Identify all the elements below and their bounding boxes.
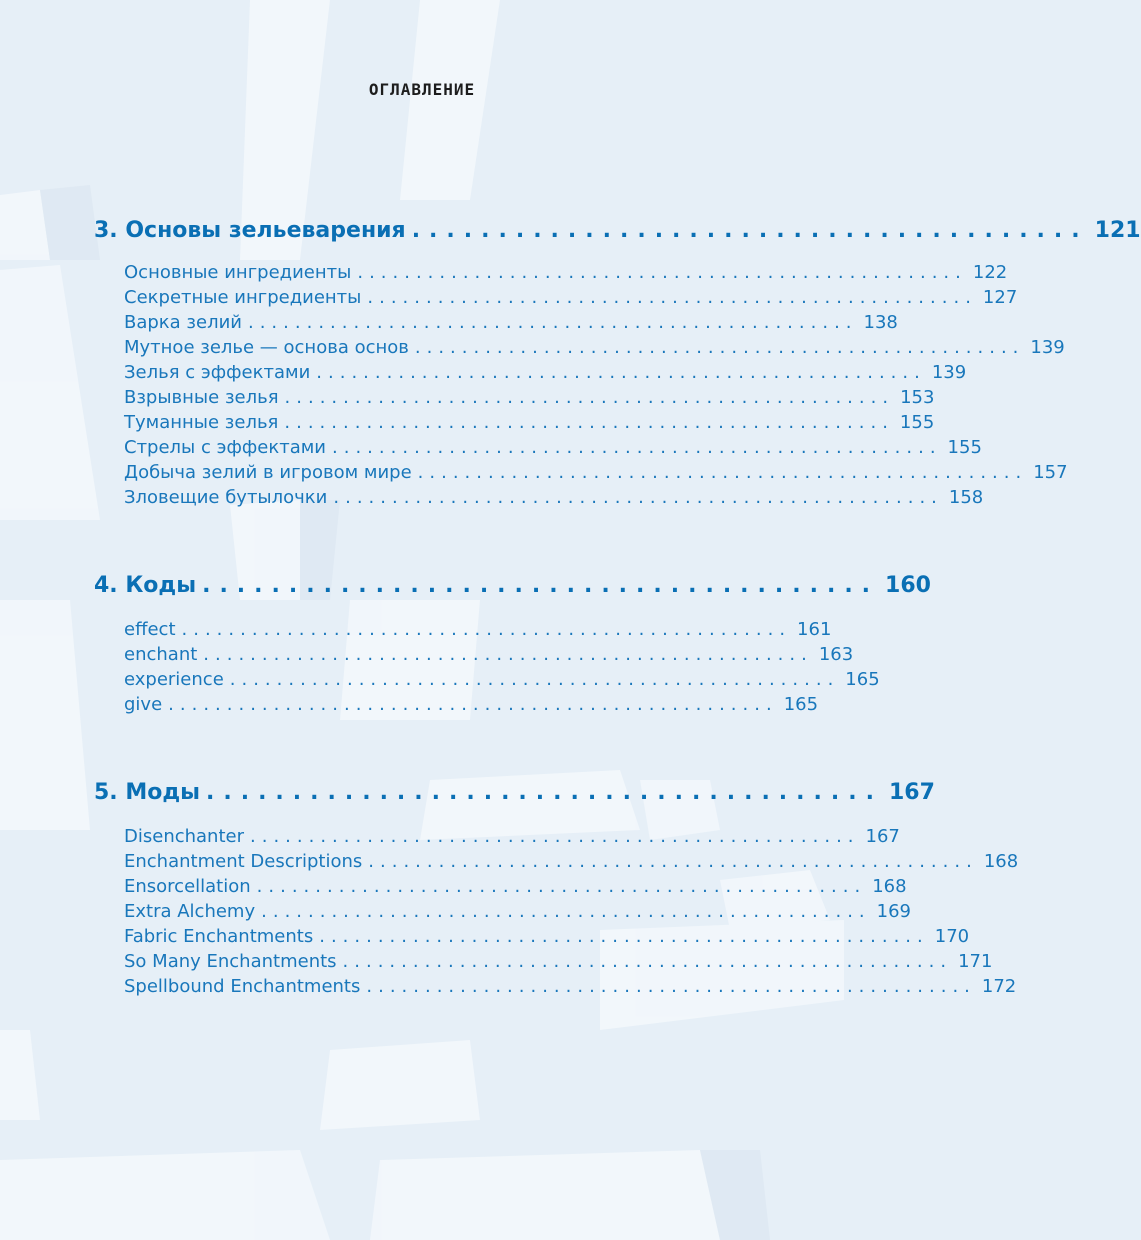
item-title: Ensorcellation: [124, 876, 251, 897]
item-title: Добыча зелий в игровом мире: [124, 462, 412, 483]
dot-leader: ....................................................: [367, 287, 977, 308]
item-title: enchant: [124, 644, 198, 665]
page-number: 139: [931, 362, 967, 383]
page-number: 161: [797, 619, 832, 640]
page-number: 127: [982, 287, 1018, 308]
item-title: Зелья с эффектами: [124, 362, 311, 383]
page-number: 165: [845, 669, 880, 690]
toc-item[interactable]: [124, 337, 1065, 362]
page-number: 168: [872, 876, 907, 897]
dot-leader: ....................................................: [316, 362, 926, 383]
page-number: 163: [818, 644, 854, 665]
page-number: 167: [865, 826, 900, 847]
item-title: Spellbound Enchantments: [124, 976, 361, 997]
toc-item[interactable]: [124, 487, 984, 512]
dot-leader: ....................................................: [203, 644, 813, 665]
toc-item[interactable]: [124, 462, 1068, 487]
page-number: 121: [1094, 218, 1141, 243]
page-number: 172: [981, 976, 1017, 997]
dot-leader: ....................................................: [256, 876, 867, 897]
toc-item[interactable]: [124, 901, 912, 926]
item-title: Мутное зелье — основа основ: [124, 337, 409, 358]
toc-item[interactable]: [124, 851, 1019, 876]
chapter-title: 4. Коды: [94, 573, 197, 598]
toc-item[interactable]: [124, 287, 1018, 312]
item-title: Стрелы с эффектами: [124, 437, 327, 458]
dot-leader: .......................................: [202, 573, 880, 598]
dot-leader: ....................................................: [414, 337, 1025, 358]
dot-leader: .......................................: [206, 780, 883, 805]
toc-item[interactable]: [124, 619, 832, 644]
page-number: 138: [863, 312, 898, 333]
page-number: 158: [948, 487, 984, 508]
item-title: So Many Enchantments: [124, 951, 337, 972]
page-number: 139: [1030, 337, 1065, 358]
page-number: 153: [900, 387, 935, 408]
page-title: ОГЛАВЛЕНИЕ: [368, 80, 476, 99]
dot-leader: ....................................................: [366, 976, 976, 997]
toc-item[interactable]: [124, 669, 880, 694]
toc-item[interactable]: [124, 362, 967, 387]
item-title: Enchantment Descriptions: [124, 851, 363, 872]
toc-item[interactable]: [124, 876, 907, 901]
dot-leader: ....................................................: [342, 951, 953, 972]
toc-item[interactable]: [124, 694, 819, 719]
toc-item[interactable]: [124, 926, 970, 951]
page-number: 160: [885, 573, 931, 598]
toc-item[interactable]: [124, 312, 898, 337]
toc-item[interactable]: [124, 262, 1008, 287]
page-number: 155: [899, 412, 935, 433]
dot-leader: ....................................................: [357, 262, 967, 283]
page-number: 167: [888, 780, 935, 805]
dot-leader: ....................................................: [333, 487, 943, 508]
page-number: 157: [1033, 462, 1068, 483]
page-number: 122: [972, 262, 1008, 283]
item-title: Секретные ингредиенты: [124, 287, 362, 308]
page-number: 171: [958, 951, 993, 972]
dot-leader: ....................................................: [247, 312, 858, 333]
toc-item[interactable]: [124, 976, 1017, 1001]
dot-leader: ....................................................: [229, 669, 840, 690]
page-number: 168: [983, 851, 1019, 872]
chapter-title: 5. Моды: [94, 780, 200, 805]
chapter-row[interactable]: [94, 780, 935, 810]
chapter-row[interactable]: [94, 573, 931, 603]
toc-item[interactable]: [124, 951, 993, 976]
toc-item[interactable]: [124, 412, 935, 437]
dot-leader: ....................................................: [417, 462, 1028, 483]
page-number: 170: [934, 926, 970, 947]
toc-item[interactable]: [124, 437, 982, 462]
item-title: Основные ингредиенты: [124, 262, 352, 283]
item-title: Disenchanter: [124, 826, 244, 847]
toc-item[interactable]: [124, 644, 854, 669]
dot-leader: ....................................................: [319, 926, 929, 947]
dot-leader: ....................................................: [181, 619, 792, 640]
item-title: experience: [124, 669, 224, 690]
dot-leader: ....................................................: [284, 412, 894, 433]
dot-leader: ....................................................: [168, 694, 778, 715]
dot-leader: .......................................: [411, 218, 1089, 243]
dot-leader: ....................................................: [368, 851, 978, 872]
toc-item[interactable]: [124, 387, 935, 412]
dot-leader: ....................................................: [250, 826, 860, 847]
item-title: Туманные зелья: [124, 412, 279, 433]
item-title: Зловещие бутылочки: [124, 487, 328, 508]
chapter-title: 3. Основы зельеварения: [94, 218, 406, 243]
item-title: Fabric Enchantments: [124, 926, 314, 947]
item-title: give: [124, 694, 163, 715]
page-number: 165: [783, 694, 819, 715]
item-title: Взрывные зелья: [124, 387, 279, 408]
dot-leader: ....................................................: [261, 901, 871, 922]
page-number: 155: [947, 437, 982, 458]
dot-leader: ....................................................: [332, 437, 942, 458]
toc-item[interactable]: [124, 826, 900, 851]
item-title: Extra Alchemy: [124, 901, 256, 922]
item-title: Варка зелий: [124, 312, 242, 333]
chapter-row[interactable]: [94, 218, 1141, 248]
page-number: 169: [876, 901, 912, 922]
dot-leader: ....................................................: [284, 387, 895, 408]
item-title: effect: [124, 619, 176, 640]
